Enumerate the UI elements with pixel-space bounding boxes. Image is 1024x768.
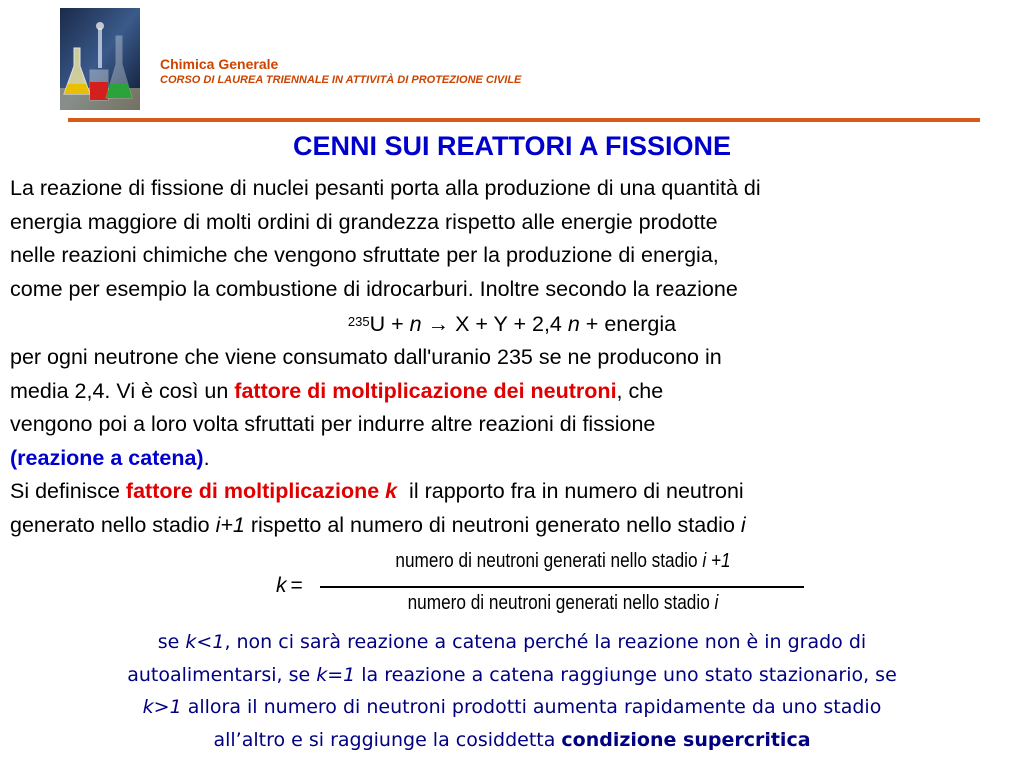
explanation-paragraph (10, 341, 1020, 542)
header-divider (68, 118, 980, 122)
text-line (0, 659, 1024, 692)
text-span: la reazione a catena raggiunge uno stato stazionario, se (355, 663, 897, 686)
stage-symbol: i (740, 512, 746, 537)
text-span: autoalimentarsi, se (127, 663, 317, 686)
k-symbol: k (276, 574, 287, 597)
arrow-icon: → (421, 312, 456, 336)
condition-k-equal: k=1 (316, 663, 356, 686)
k-symbol: k (385, 479, 398, 503)
text-line: per ogni neutrone che viene consumato dall'uranio 235 se ne producono in (10, 345, 722, 369)
text-line (0, 626, 1024, 659)
k-formula (270, 548, 810, 624)
fraction-line (320, 586, 804, 588)
text-line (10, 375, 1020, 409)
neutron-symbol: n (409, 312, 422, 336)
text-span: allora il numero di neutroni prodotti aumenta rapidamente da uno stadio (181, 696, 882, 718)
text-line (10, 475, 1020, 509)
highlight-multiplication-factor: fattore di moltiplicazione (125, 479, 386, 503)
condition-k-greater: k>1 (142, 696, 182, 718)
text-span: il rapporto fra in numero di neutroni (397, 479, 744, 503)
text-span: all’altro e si raggiunge la cosiddetta (213, 728, 562, 751)
condition-k-less: k<1 (185, 631, 225, 653)
course-title: Chimica Generale (160, 56, 279, 72)
numerator-var: i +1 (702, 550, 731, 572)
text-line (10, 442, 1020, 476)
numerator-text: numero di neutroni generati nello stadio (395, 550, 703, 572)
denominator-var: i (714, 592, 719, 614)
text-line: vengono poi a loro volta sfruttati per indurre altre reazioni di fissione (10, 412, 656, 436)
text-span: se (157, 631, 186, 653)
denominator-text: numero di neutroni generati nello stadio (407, 592, 715, 614)
text-line: come per esempio la combustione di idrocarburi. Inoltre secondo la reazione (10, 276, 738, 301)
text-line (10, 509, 1020, 543)
fission-equation (0, 308, 1024, 340)
neutron-symbol: n (567, 312, 580, 336)
formula-numerator (352, 550, 773, 573)
course-subtitle: CORSO DI LAUREA TRIENNALE IN ATTIVITÀ DI PROTEZIONE CIVILE (160, 74, 522, 86)
eq-part: U + (369, 312, 410, 336)
highlight-neutron-multiplication: fattore di moltiplicazione dei neutroni (234, 378, 617, 403)
text-line (0, 724, 1024, 757)
text-line (0, 691, 1024, 724)
formula-denominator (352, 592, 773, 615)
equals-sign: = (290, 574, 303, 597)
text-line: La reazione di fissione di nuclei pesanti porta alla produzione di una quantità di (10, 176, 761, 200)
text-line: nelle reazioni chimiche che vengono sfruttate per la produzione di energia, (10, 243, 719, 267)
text-span: generato nello stadio (10, 512, 216, 537)
text-span: media 2,4. Vi è così un (10, 378, 235, 403)
highlight-chain-reaction: (reazione a catena) (10, 445, 204, 470)
conclusion-paragraph (0, 626, 1024, 756)
stage-symbol: i+1 (215, 512, 245, 537)
formula-lhs (276, 574, 303, 598)
text-span: . (203, 445, 210, 470)
chemistry-glassware-icon (60, 8, 140, 110)
supercritical-condition: condizione supercritica (561, 728, 811, 751)
text-span: , che (616, 378, 664, 403)
text-span: Si definisce (10, 479, 126, 503)
eq-part: + energia (579, 312, 677, 336)
mass-number: 235 (347, 314, 370, 329)
text-line: energia maggiore di molti ordini di grandezza rispetto alle energie prodotte (10, 209, 718, 234)
text-span: rispetto al numero di neutroni generato nello stadio (244, 512, 741, 537)
slide-title: CENNI SUI REATTORI A FISSIONE (292, 131, 732, 161)
text-span: , non ci sarà reazione a catena perché la reazione non è in grado di (224, 631, 867, 653)
intro-paragraph (10, 172, 1020, 306)
eq-part: X + Y + 2,4 (455, 312, 568, 336)
